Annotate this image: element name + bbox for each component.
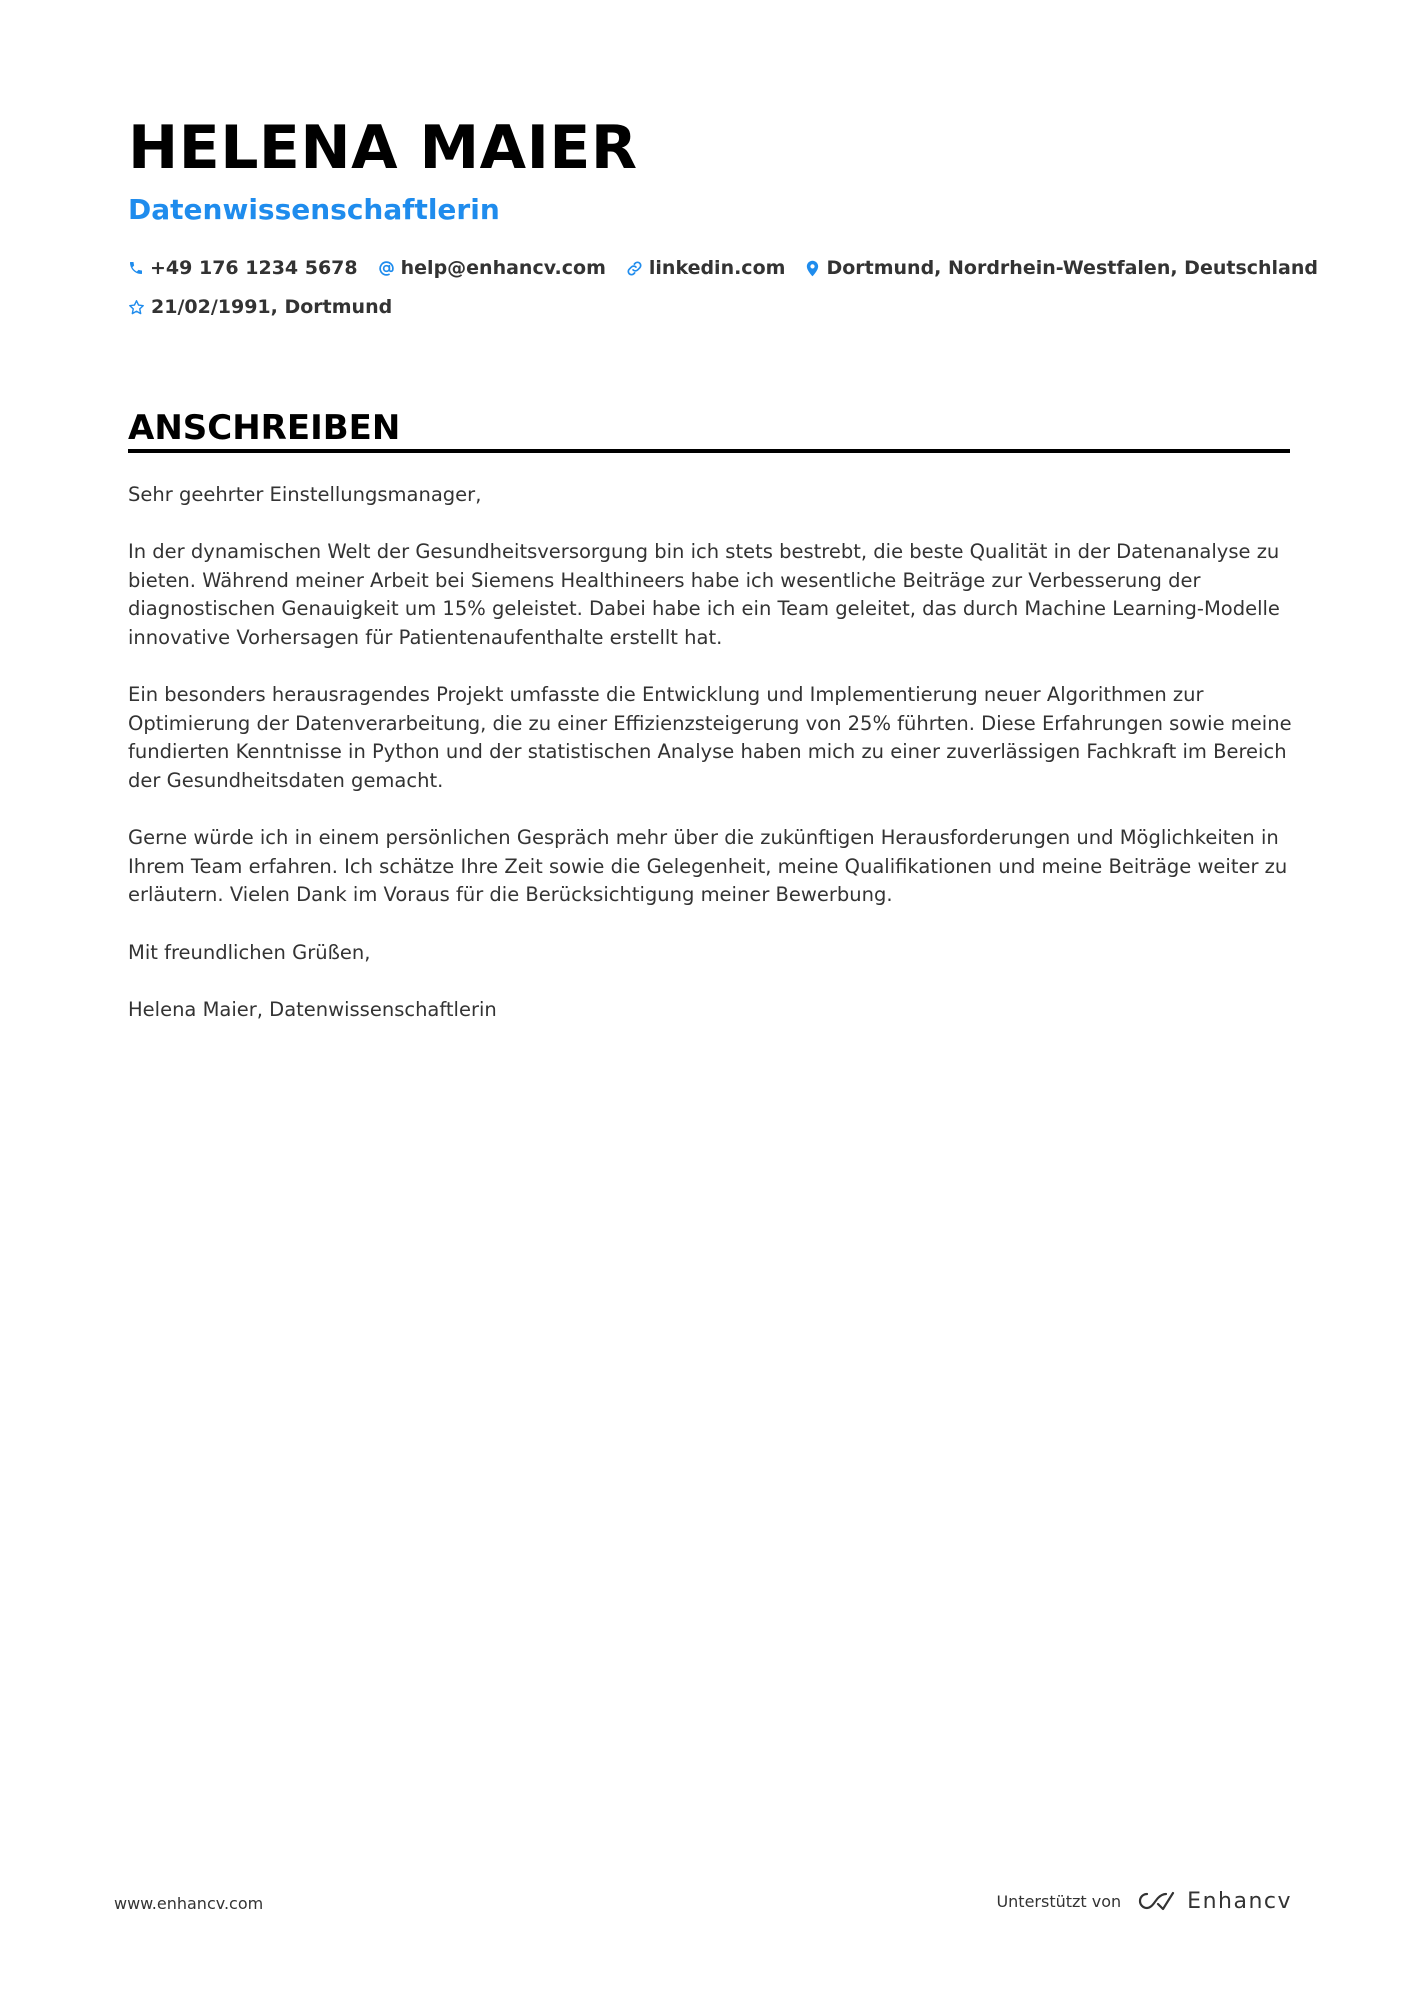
letter-paragraph-2: Ein besonders herausragendes Projekt umfasste die Entwicklung und Implementierung neuer Algorithmen zur Optimierung der Datenverarbeitung, die zu einer Effizienzsteigerung von 25% führten. Diese Erfahrungen sowie meine fundierten Kenntnisse in Python und der statistischen Analyse haben mich zu einer zuverlässigen Fachkraft im Bereich der Gesundheitsdaten gemacht. — [128, 683, 1292, 792]
star-icon — [128, 299, 145, 316]
letter-paragraph-3: Gerne würde ich in einem persönlichen Gespräch mehr über die zukünftigen Herausforderungen und Möglichkeiten in Ihrem Team erfahren. Ich schätze Ihre Zeit sowie die Gelegenheit, meine Qualifikationen und meine Beiträge weiter zu erläutern. Vielen Dank im Voraus für die Berücksichtigung meiner Bewerbung. — [128, 826, 1288, 907]
job-title: Datenwissenschaftlerin — [128, 193, 500, 226]
contact-phone — [128, 256, 358, 280]
footer-brand — [996, 1888, 1292, 1914]
brand-name: Enhancv — [1187, 1888, 1292, 1914]
contact-row-primary — [128, 256, 1338, 280]
letter-salutation: Sehr geehrter Einstellungsmanager, — [128, 483, 482, 506]
letter-paragraph-1: In der dynamischen Welt der Gesundheitsversorgung bin ich stets bestrebt, die beste Qualität in der Datenanalyse zu bieten. Während meiner Arbeit bei Siemens Healthineers habe ich wesentliche Beiträge zur Verbesserung der diagnostischen Genauigkeit um 15% geleistet. Dabei habe ich ein Team geleitet, das durch Machine Learning-Modelle innovative Vorhersagen für Patientenaufenthalte erstellt hat. — [128, 540, 1280, 649]
email-text: help@enhancv.com — [400, 257, 606, 279]
contact-linkedin[interactable] — [626, 256, 786, 280]
linkedin-text: linkedin.com — [648, 257, 786, 279]
enhancv-logo-icon — [1133, 1888, 1179, 1914]
contact-email[interactable] — [378, 256, 606, 280]
letter-signature: Helena Maier, Datenwissenschaftlerin — [128, 997, 497, 1021]
footer-url[interactable]: www.enhancv.com — [114, 1894, 264, 1913]
phone-icon — [128, 260, 144, 276]
letter-closing: Mit freundlichen Grüßen, — [128, 940, 371, 964]
phone-text: +49 176 1234 5678 — [150, 257, 358, 279]
letter-body — [128, 481, 1298, 1053]
contact-location — [805, 256, 1318, 280]
section-title: ANSCHREIBEN — [128, 408, 401, 448]
powered-by-text: Unterstützt von — [996, 1891, 1122, 1911]
location-pin-icon — [805, 260, 820, 277]
contact-birth — [128, 295, 392, 319]
contact-row-secondary — [128, 295, 412, 319]
location-text: Dortmund, Nordrhein-Westfalen, Deutschland — [826, 257, 1319, 279]
at-icon — [378, 260, 395, 277]
applicant-name: HELENA MAIER — [128, 113, 638, 183]
section-divider — [128, 449, 1290, 453]
link-icon — [626, 260, 643, 277]
birth-text: 21/02/1991, Dortmund — [151, 296, 393, 318]
